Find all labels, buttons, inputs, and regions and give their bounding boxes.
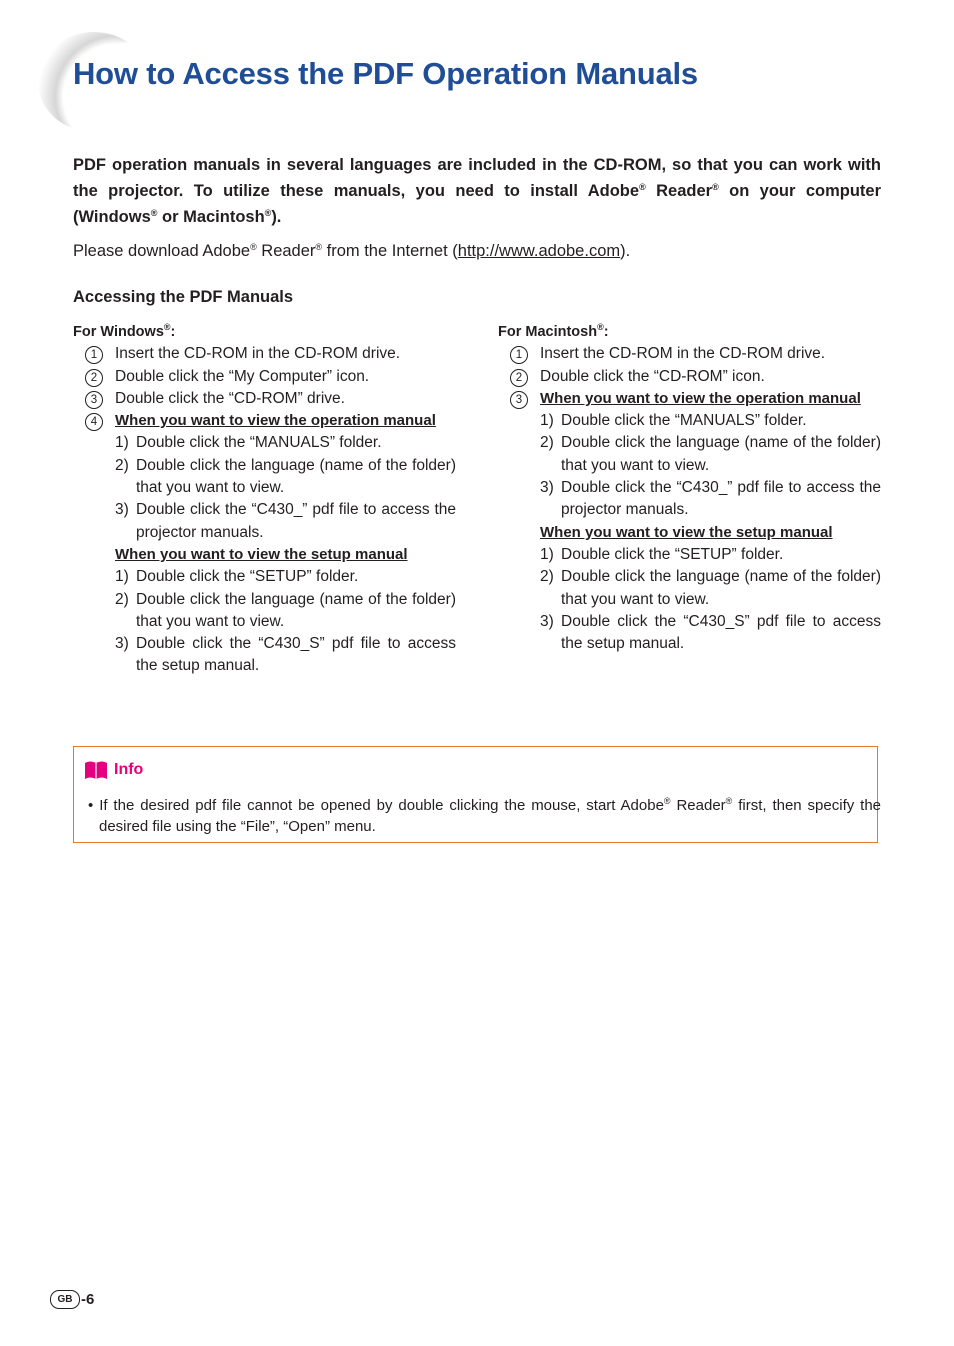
mac-operation-sub-2: 2) Double click the language (name of the folder) that you want to view.	[540, 434, 881, 474]
windows-setup-sub-3: 3) Double click the “C430_S” pdf file to access the setup manual.	[115, 635, 456, 675]
step-number-circle: 2	[510, 369, 528, 387]
download-note: Please download Adobe® Reader® from the Internet (http://www.adobe.com).	[73, 242, 631, 260]
windows-heading: For Windows®:	[73, 322, 176, 340]
gb-badge: GB	[50, 1290, 80, 1309]
mac-step-1: 1 Insert the CD-ROM in the CD-ROM drive.	[498, 343, 881, 365]
step-number-circle: 2	[85, 369, 103, 387]
mac-setup-heading: When you want to view the setup manual	[540, 523, 833, 541]
windows-setup-sub-1: 1) Double click the “SETUP” folder.	[115, 568, 359, 586]
mac-setup-sub-1: 1) Double click the “SETUP” folder.	[540, 545, 784, 563]
info-label: Info	[114, 761, 144, 778]
mac-setup-sub-3: 3) Double click the “C430_S” pdf file to access the setup manual.	[540, 612, 881, 653]
step-number-circle: 3	[85, 391, 103, 409]
mac-heading: For Macintosh®:	[498, 322, 609, 340]
step-number-circle: 1	[510, 346, 528, 364]
windows-step-2: 2 Double click the “My Computer” icon.	[73, 366, 456, 388]
windows-operation-sub-2: 2) Double click the language (name of the folder) that you want to view.	[115, 456, 456, 497]
step-number-circle: 4	[85, 413, 103, 431]
info-text: • If the desired pdf file cannot be opened by double clicking the mouse, start Adobe® Reader® first, then specify the desired file using the “File”, “Open” menu.	[88, 796, 882, 835]
info-box	[73, 746, 882, 843]
step-number-circle: 1	[85, 346, 103, 364]
adobe-link[interactable]: http://www.adobe.com	[457, 242, 621, 260]
mac-operation-sub-1: 1) Double click the “MANUALS” folder.	[540, 412, 807, 430]
step-number-circle: 3	[510, 391, 528, 409]
windows-setup-sub-2: 2) Double click the language (name of the folder) that you want to view.	[115, 590, 456, 630]
mac-step-3: 3 When you want to view the operation manual	[498, 388, 881, 410]
mac-step-2: 2 Double click the “CD-ROM” icon.	[498, 366, 881, 388]
windows-operation-sub-3: 3) Double click the “C430_” pdf file to access the projector manuals.	[115, 501, 456, 541]
mac-operation-sub-3: 3) Double click the “C430_” pdf file to access the projector manuals.	[540, 479, 881, 519]
mac-column	[498, 316, 881, 655]
section-title: Accessing the PDF Manuals	[73, 288, 294, 306]
windows-setup-heading: When you want to view the setup manual	[115, 545, 408, 563]
mac-setup-sub-2: 2) Double click the language (name of the folder) that you want to view.	[540, 568, 881, 608]
intro-paragraph: PDF operation manuals in several languages are included in the CD-ROM, so that you can work with the projector. To utilize these manuals, you need to install Adobe® Reader® on your computer (Windows® or Macintosh®).	[73, 156, 882, 226]
book-icon	[84, 760, 108, 780]
windows-step-1: 1 Insert the CD-ROM in the CD-ROM drive.	[73, 343, 456, 365]
windows-column	[73, 316, 456, 678]
page-title: How to Access the PDF Operation Manuals	[73, 56, 698, 91]
windows-step-3: 3 Double click the “CD-ROM” drive.	[73, 388, 456, 410]
page-number: GB -6	[50, 1290, 94, 1309]
windows-step-4: 4 When you want to view the operation manual	[73, 410, 456, 432]
windows-operation-sub-1: 1) Double click the “MANUALS” folder.	[115, 434, 382, 452]
